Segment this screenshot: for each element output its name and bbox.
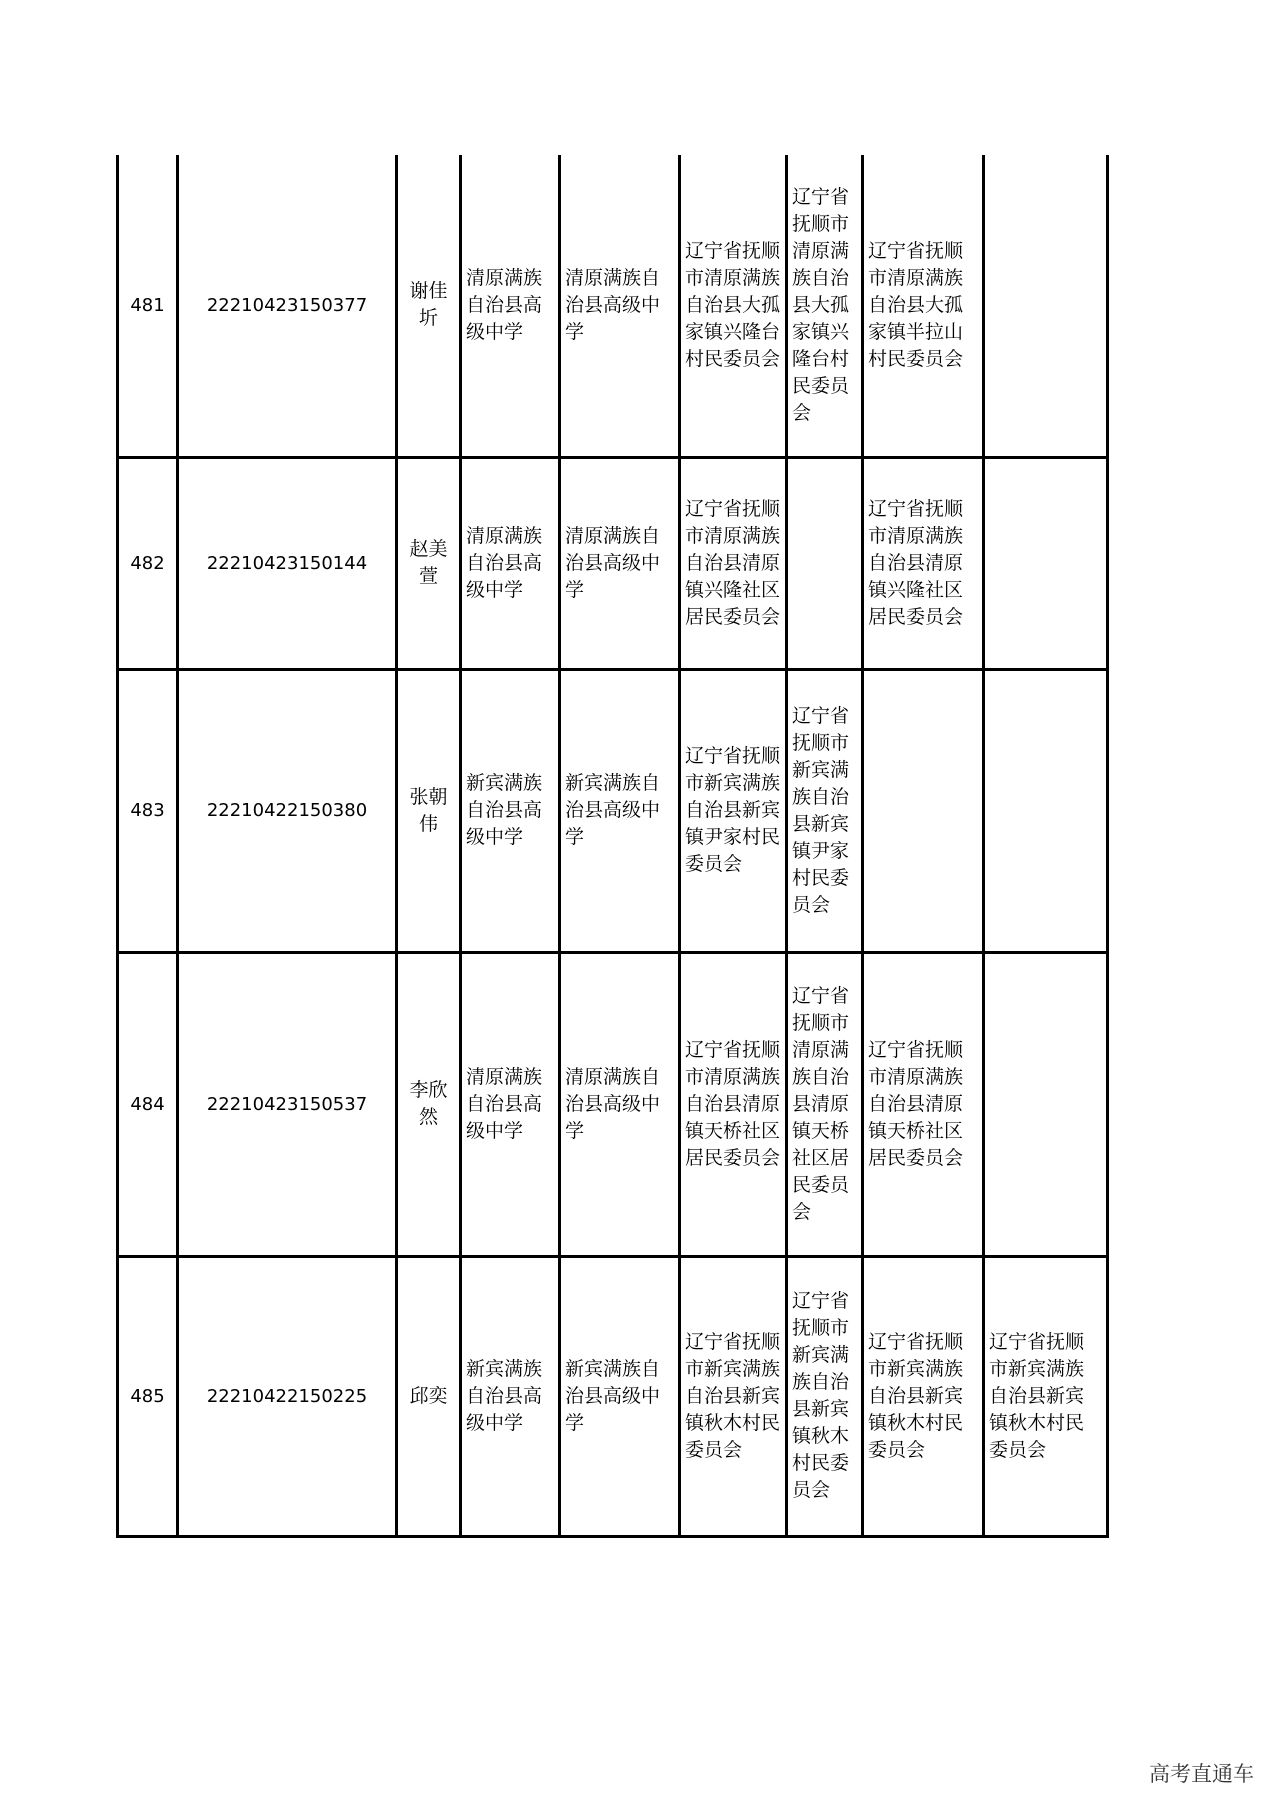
address-2: [787, 457, 863, 669]
address-2: 辽宁省抚顺市清原满族自治县清原镇天桥社区居民委员会: [787, 952, 863, 1256]
student-name: 邱奕: [397, 1256, 461, 1536]
registry-table-wrapper: [116, 155, 1109, 1538]
address: 辽宁省抚顺市新宾满族自治县新宾镇尹家村民委员会: [680, 669, 787, 952]
address-3: 辽宁省抚顺市清原满族自治县清原镇天桥社区居民委员会: [863, 952, 984, 1256]
table-row: [118, 457, 1108, 669]
address-3: 辽宁省抚顺市新宾满族自治县新宾镇秋木村民委员会: [863, 1256, 984, 1536]
address: 辽宁省抚顺市清原满族自治县清原镇天桥社区居民委员会: [680, 952, 787, 1256]
exam-id: 22210422150380: [178, 669, 397, 952]
school: 清原满族自治县高级中学: [461, 457, 560, 669]
address: 辽宁省抚顺市清原满族自治县大孤家镇兴隆台村民委员会: [680, 155, 787, 457]
table-row: [118, 155, 1108, 457]
student-name: 赵美萱: [397, 457, 461, 669]
address-3: [863, 669, 984, 952]
row-index: 482: [118, 457, 178, 669]
school-2: 清原满族自治县高级中学: [560, 457, 680, 669]
address-4: 辽宁省抚顺市新宾满族自治县新宾镇秋木村民委员会: [984, 1256, 1108, 1536]
address-3: 辽宁省抚顺市清原满族自治县大孤家镇半拉山村民委员会: [863, 155, 984, 457]
exam-id: 22210423150144: [178, 457, 397, 669]
row-index: 485: [118, 1256, 178, 1536]
school-2: 新宾满族自治县高级中学: [560, 1256, 680, 1536]
table-row: [118, 1256, 1108, 1536]
exam-id: 22210423150537: [178, 952, 397, 1256]
school: 新宾满族自治县高级中学: [461, 669, 560, 952]
school: 清原满族自治县高级中学: [461, 952, 560, 1256]
exam-id: 22210423150377: [178, 155, 397, 457]
registry-table: [116, 155, 1109, 1538]
address: 辽宁省抚顺市新宾满族自治县新宾镇秋木村民委员会: [680, 1256, 787, 1536]
student-name: 李欣然: [397, 952, 461, 1256]
address-4: [984, 155, 1108, 457]
row-index: 483: [118, 669, 178, 952]
row-index: 484: [118, 952, 178, 1256]
school: 清原满族自治县高级中学: [461, 155, 560, 457]
watermark-text: 高考直通车: [1149, 1762, 1254, 1786]
address-3: 辽宁省抚顺市清原满族自治县清原镇兴隆社区居民委员会: [863, 457, 984, 669]
exam-id: 22210422150225: [178, 1256, 397, 1536]
school-2: 清原满族自治县高级中学: [560, 155, 680, 457]
address-2: 辽宁省抚顺市新宾满族自治县新宾镇尹家村民委员会: [787, 669, 863, 952]
student-name: 谢佳圻: [397, 155, 461, 457]
address: 辽宁省抚顺市清原满族自治县清原镇兴隆社区居民委员会: [680, 457, 787, 669]
student-name: 张朝伟: [397, 669, 461, 952]
row-index: 481: [118, 155, 178, 457]
school-2: 清原满族自治县高级中学: [560, 952, 680, 1256]
table-row: [118, 952, 1108, 1256]
address-2: 辽宁省抚顺市新宾满族自治县新宾镇秋木村民委员会: [787, 1256, 863, 1536]
address-4: [984, 669, 1108, 952]
school-2: 新宾满族自治县高级中学: [560, 669, 680, 952]
address-4: [984, 952, 1108, 1256]
address-2: 辽宁省抚顺市清原满族自治县大孤家镇兴隆台村民委员会: [787, 155, 863, 457]
address-4: [984, 457, 1108, 669]
school: 新宾满族自治县高级中学: [461, 1256, 560, 1536]
table-row: [118, 669, 1108, 952]
